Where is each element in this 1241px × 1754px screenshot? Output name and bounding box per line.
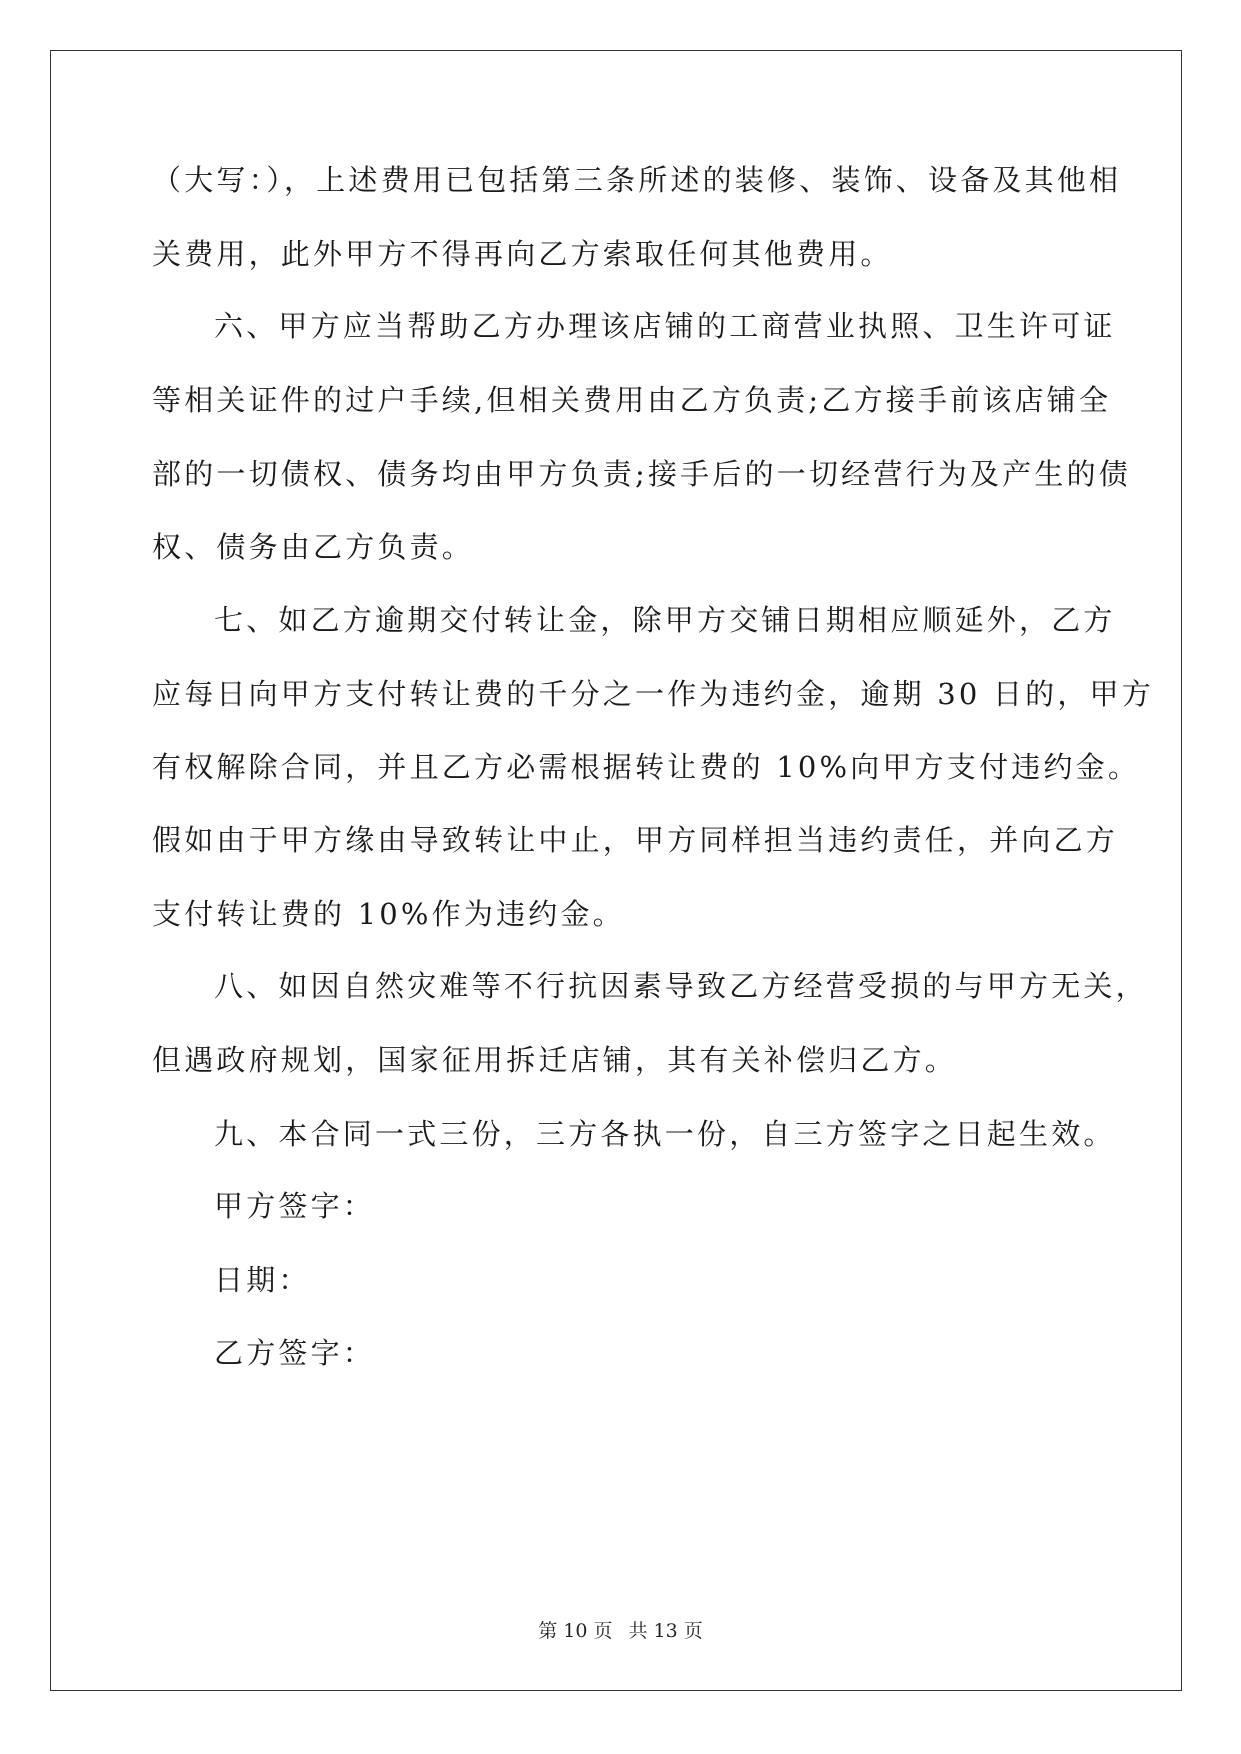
text-line: 七、如乙方逾期交付转让金，除甲方交铺日期相应顺延外，乙方: [214, 603, 1116, 637]
text-line: （大写：），上述费用已包括第三条所述的装修、装饰、设备及其他相: [152, 163, 1122, 197]
page-border: [50, 50, 1182, 1691]
text-line: 八、如因自然灾难等不行抗因素导致乙方经营受损的与甲方无关，: [214, 969, 1148, 1003]
text-line: 支付转让费的 10%作为违约金。: [152, 897, 625, 931]
text-line: 权、债务由乙方负责。: [152, 530, 475, 564]
text-line: 等相关证件的过户手续,但相关费用由乙方负责;乙方接手前该店铺全: [152, 383, 1112, 417]
current-page-number: 第 10 页: [538, 1620, 613, 1642]
total-page-count: 共 13 页: [628, 1620, 703, 1642]
text-line: 关费用，此外甲方不得再向乙方索取任何其他费用。: [152, 237, 893, 271]
text-line: 假如由于甲方缘由导致转让中止，甲方同样担当违约责任，并向乙方: [152, 823, 1119, 857]
text-line: 九、本合同一式三份，三方各执一份，自三方签字之日起生效。: [214, 1117, 1116, 1151]
text-line: 六、甲方应当帮助乙方办理该店铺的工商营业执照、卫生许可证: [214, 309, 1116, 343]
text-line: 部的一切债权、债务均由甲方负责;接手后的一切经营行为及产生的债: [152, 457, 1131, 491]
text-line: 应每日向甲方支付转让费的千分之一作为违约金，逾期 30 日的，甲方: [152, 677, 1154, 711]
date-label: 日期：: [214, 1263, 311, 1297]
page-footer: [0, 1618, 1241, 1644]
signature-label-party-b: 乙方签字：: [214, 1336, 376, 1370]
text-line: 有权解除合同，并且乙方必需根据转让费的 10%向甲方支付违约金。: [152, 750, 1141, 784]
signature-label-party-a: 甲方签字：: [214, 1189, 376, 1223]
text-line: 但遇政府规划，国家征用拆迁店铺，其有关补偿归乙方。: [152, 1043, 958, 1077]
